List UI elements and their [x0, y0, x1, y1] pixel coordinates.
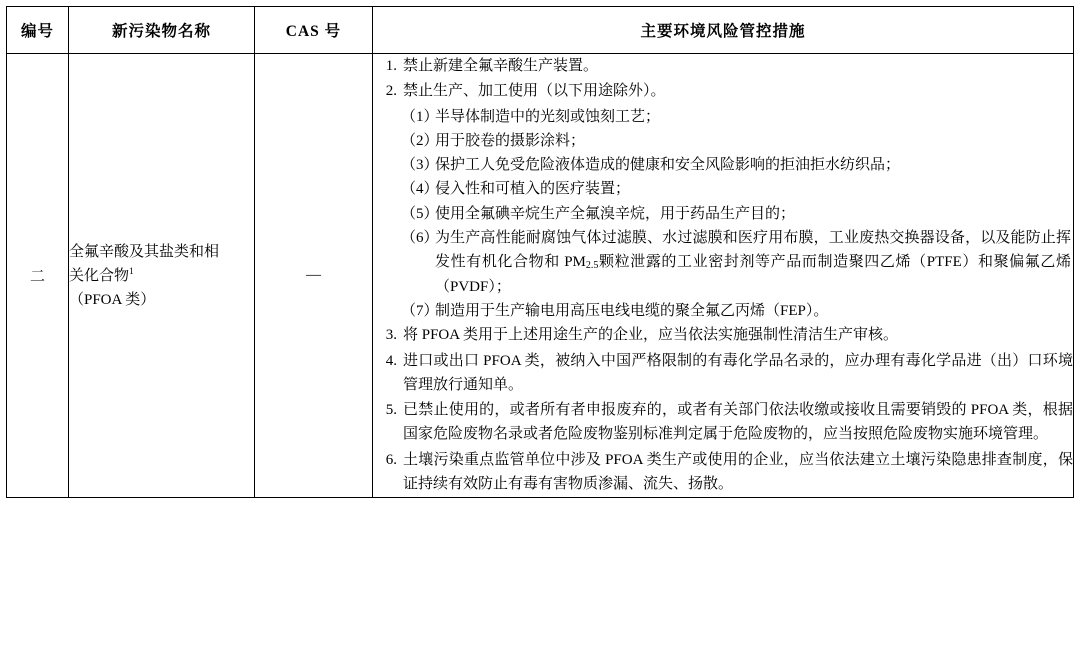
- pollutant-name-line-1: 全氟辛酸及其盐类和相: [69, 243, 220, 260]
- measure-sub-number: （1）: [401, 108, 439, 125]
- measure-sub-number: （5）: [401, 205, 439, 222]
- measure-sub-item: [373, 129, 1073, 153]
- risk-control-table: [6, 6, 1074, 498]
- measures-list: [373, 54, 1073, 496]
- measure-sub-text-b-post: 颗粒泄露的工业密封剂等产品而制造聚四: [598, 254, 880, 271]
- measure-sub-text: 使用全氟碘辛烷生产全氟溴辛烷，用于药品生产目的；: [435, 205, 796, 222]
- measure-text: 禁止生产、加工使用（以下用途除外）。: [403, 83, 666, 100]
- measure-sub-text-c: 乙烯（PTFE）和聚偏氟乙烯（PVDF）；: [435, 254, 1071, 295]
- cell-measures: [373, 54, 1074, 498]
- measure-sub-text-b-pre: 以及能防止挥发性有机化合物和 PM: [435, 230, 1071, 271]
- column-header-no: 编号: [7, 7, 69, 54]
- measure-sub-text: 用于胶卷的摄影涂料；: [435, 132, 586, 149]
- pollutant-name-line-2-text: 关化合物: [69, 267, 130, 284]
- measure-number: 4.: [385, 352, 397, 369]
- measure-sub-item: [373, 202, 1073, 226]
- measure-text: 土壤污染重点监管单位中涉及 PFOA 类生产或使用的企业，应当依法建立土壤污染隐患排查制度，保证持续有效防止有毒有害物质渗漏、流失、扬散。: [403, 451, 1073, 493]
- measure-item: [373, 79, 1073, 103]
- pm-subscript: 2.5: [585, 260, 599, 272]
- table-row: [7, 54, 1074, 498]
- measure-sub-item: [373, 299, 1073, 323]
- measure-sub-number: （6）: [401, 230, 439, 247]
- measure-sub-number: （7）: [401, 302, 439, 319]
- cell-cas-number: —: [255, 54, 373, 498]
- column-header-name: 新污染物名称: [69, 7, 255, 54]
- measure-number: 6.: [385, 451, 397, 468]
- measure-item: [373, 398, 1073, 447]
- measure-sub-item: [373, 226, 1073, 299]
- measure-text: 禁止新建全氟辛酸生产装置。: [403, 58, 599, 74]
- pollutant-name-line-2: [69, 264, 254, 288]
- table-header: [7, 7, 1074, 54]
- measure-sub-text: 半导体制造中的光刻或蚀刻工艺；: [435, 108, 661, 125]
- measure-sub-text: 制造用于生产输电用高压电线电缆的聚全氟乙丙烯（FEP）。: [435, 302, 829, 319]
- measure-number: 1.: [385, 58, 397, 74]
- measure-number: 2.: [385, 83, 397, 100]
- cell-no: 二: [7, 54, 69, 498]
- measure-sub-number: （2）: [401, 132, 439, 149]
- measure-number: 3.: [385, 327, 397, 344]
- measure-item: [373, 448, 1073, 497]
- measure-sub-item: [373, 153, 1073, 177]
- measure-sub-item: [373, 105, 1073, 129]
- column-header-cas: CAS 号: [255, 7, 373, 54]
- measure-sub-text: [435, 226, 1073, 299]
- measure-sub-number: （3）: [401, 157, 439, 174]
- cell-pollutant-name: [69, 54, 255, 498]
- measure-text: 进口或出口 PFOA 类，被纳入中国严格限制的有毒化学品名录的，应办理有毒化学品进（出）口环境管理放行通知单。: [403, 352, 1073, 393]
- measure-text: 将 PFOA 类用于上述用途生产的企业，应当依法实施强制性清洁生产审核。: [403, 327, 899, 344]
- measure-text: 已禁止使用的，或者所有者申报废弃的，或者有关部门依法收缴或接收且需要销毁的 PFOA 类，根据国家危险废物名录或者危险废物鉴别标准判定属于危险废物的，应当按照危险废物实施环境管理。: [403, 402, 1073, 443]
- footnote-marker: 1: [129, 266, 134, 277]
- measure-sub-text: 保护工人免受危险液体造成的健康和安全风险影响的拒油拒水纺织品；: [435, 157, 901, 174]
- column-header-measures: 主要环境风险管控措施: [373, 7, 1074, 54]
- measure-sub-number: （4）: [401, 181, 439, 198]
- pollutant-name-line-3: （PFOA 类）: [69, 291, 156, 308]
- measure-item: [373, 349, 1073, 398]
- measure-number: 5.: [385, 402, 397, 419]
- table-header-row: [7, 7, 1074, 54]
- measure-sub-list: [373, 105, 1073, 324]
- table-body: [7, 54, 1074, 498]
- measure-item: [373, 54, 1073, 78]
- measure-sub-text-a: 为生产高性能耐腐蚀气体过滤膜、水过滤膜和医疗用布膜，工业废热交换器设备，: [435, 230, 981, 247]
- measure-sub-text: 侵入性和可植入的医疗装置；: [435, 181, 631, 198]
- measure-sub-item: [373, 177, 1073, 201]
- measure-item: [373, 323, 1073, 347]
